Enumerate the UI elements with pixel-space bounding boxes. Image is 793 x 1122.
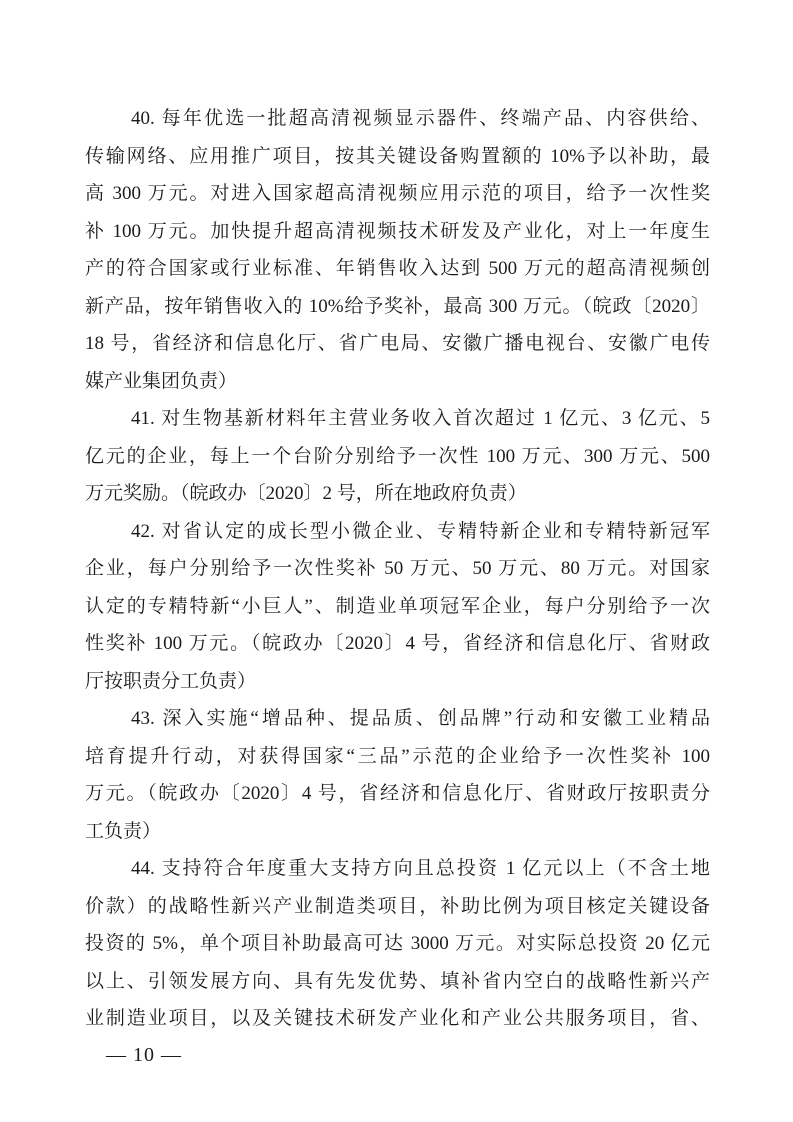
paragraph-43 — [85, 700, 710, 850]
text-line: 投资的 5%，单个项目补助最高可达 3000 万元。对实际总投资 20 亿元 — [85, 933, 710, 954]
text-line: 厅按职责分工负责） — [85, 670, 257, 692]
text-line: 亿元的企业，每上一个台阶分别给予一次性 100 万元、300 万元、500 — [85, 445, 710, 467]
text-line: 44. 支持符合年度重大支持方向且总投资 1 亿元以上（不含土地 — [131, 858, 710, 879]
paragraph-44 — [85, 850, 710, 1038]
text-line: 补 100 万元。加快提升超高清视频技术研发及产业化，对上一年度生 — [85, 220, 710, 242]
paragraph-40 — [85, 100, 710, 400]
paragraph-41 — [85, 400, 710, 513]
page-number: — 10 — — [106, 1044, 182, 1066]
text-line: 43. 深入实施“增品种、提品质、创品牌”行动和安徽工业精品 — [131, 708, 710, 729]
text-line: 工负责） — [85, 820, 162, 842]
text-line: 业制造业项目，以及关键技术研发产业化和产业公共服务项目，省、 — [85, 1008, 710, 1029]
page-footer — [106, 1040, 182, 1070]
text-line: 42. 对省认定的成长型小微企业、专精特新企业和专精特新冠军 — [131, 520, 710, 542]
text-line: 高 300 万元。对进入国家超高清视频应用示范的项目，给予一次性奖 — [85, 183, 710, 204]
text-line: 企业，每户分别给予一次性奖补 50 万元、50 万元、80 万元。对国家 — [85, 558, 710, 579]
text-line: 18 号，省经济和信息化厅、省广电局、安徽广播电视台、安徽广电传 — [85, 333, 710, 354]
text-line: 认定的专精特新“小巨人”、制造业单项冠军企业，每户分别给予一次 — [85, 595, 710, 617]
text-line: 新产品，按年销售收入的 10%给予奖补，最高 300 万元。（皖政〔2020〕 — [85, 295, 710, 317]
text-line: 传输网络、应用推广项目，按其关键设备购置额的 10%予以补助，最 — [85, 145, 710, 167]
text-line: 价款）的战略性新兴产业制造类项目，补助比例为项目核定关键设备 — [85, 895, 710, 917]
text-line: 万元。（皖政办〔2020〕4 号，省经济和信息化厅、省财政厅按职责分 — [85, 783, 710, 804]
paragraph-42 — [85, 513, 710, 701]
text-block — [85, 100, 710, 1038]
text-line: 媒产业集团负责） — [85, 370, 238, 392]
text-line: 以上、引领发展方向、具有先发优势、填补省内空白的战略性新兴产 — [85, 970, 710, 992]
text-line: 万元奖励。（皖政办〔2020〕2 号，所在地政府负责） — [85, 483, 527, 504]
text-line: 培育提升行动，对获得国家“三品”示范的企业给予一次性奖补 100 — [85, 745, 710, 767]
text-line: 40. 每年优选一批超高清视频显示器件、终端产品、内容供给、 — [131, 108, 710, 129]
text-line: 41. 对生物基新材料年主营业务收入首次超过 1 亿元、3 亿元、5 — [131, 408, 710, 429]
text-line: 产的符合国家或行业标准、年销售收入达到 500 万元的超高清视频创 — [85, 258, 710, 279]
text-line: 性奖补 100 万元。（皖政办〔2020〕4 号，省经济和信息化厅、省财政 — [85, 633, 710, 654]
